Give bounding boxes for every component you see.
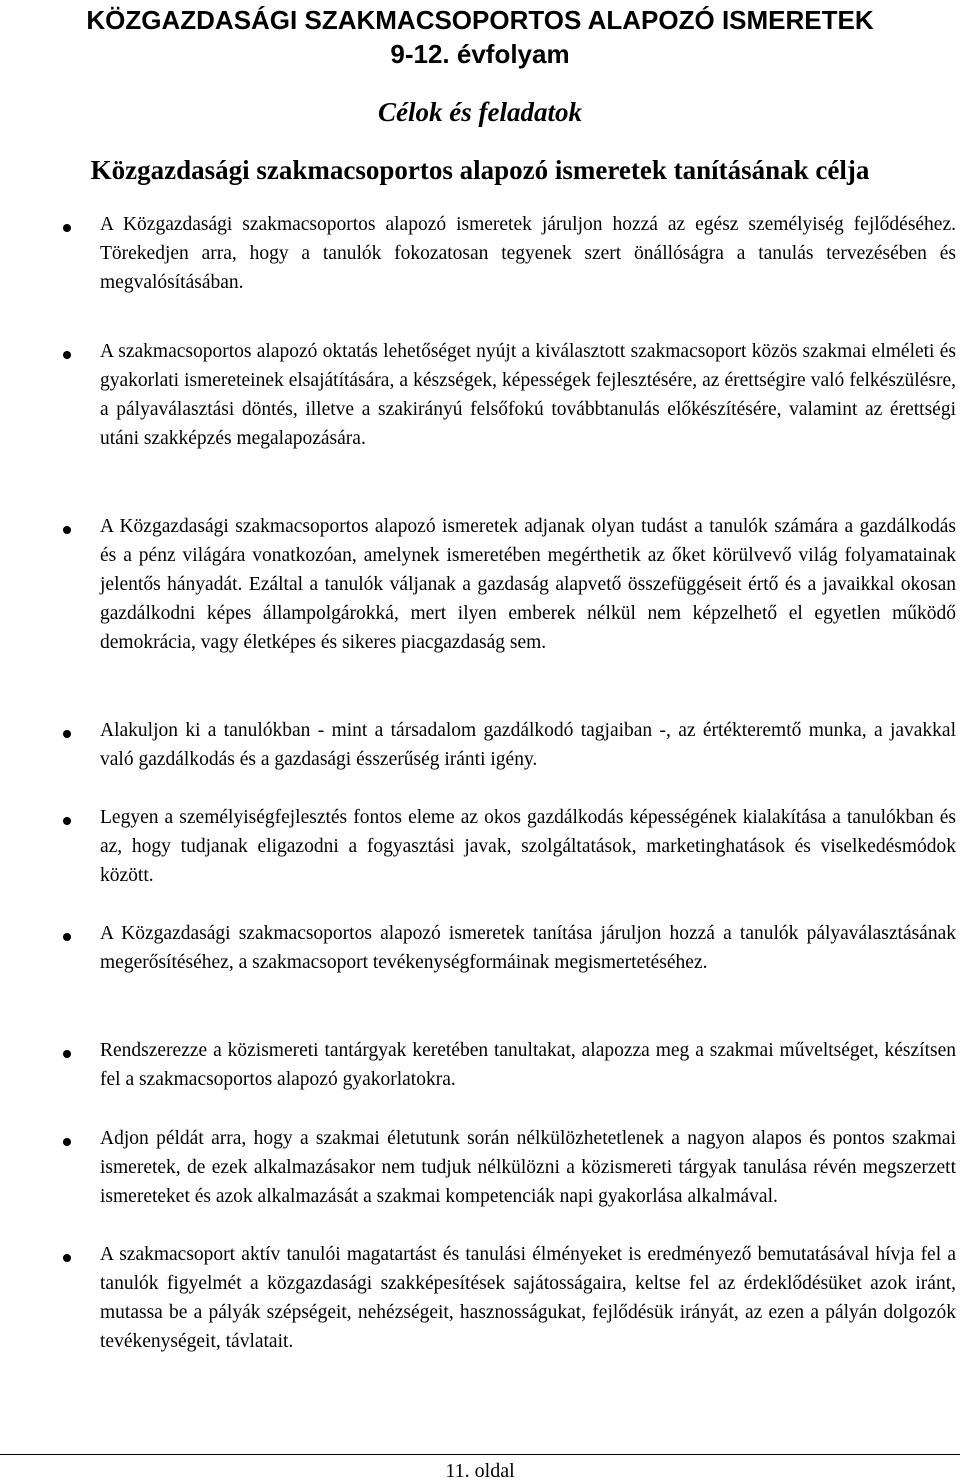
bullet-text-3: A Közgazdasági szakmacsoportos alapozó ismeretek adjanak olyan tudást a tanulók számára a gazdálkodás és a pénz világára vonatkozóan, amelynek ismeretében megérthetik az őket körülvevő világ folyamatainak jelentős hányadát. Ezáltal a tanulók váljanak a gazdaság alapvető összefüggéseit értő és a javaikkal okosan gazdálkodni képes állampolgárokká, mert ilyen emberek nélkül nem képzelhető el egyetlen működő demokrácia, vagy életképes és sikeres piacgazdaság sem. bbox=[100, 516, 956, 653]
bullet-text-5: Legyen a személyiségfejlesztés fontos eleme az okos gazdálkodás képességének kialakítása a tanulókban és az, hogy tudjanak eligazodni a fogyasztási javak, szolgáltatások, marketinghatások és viselkedésmódok között. bbox=[100, 807, 956, 886]
bullet-dot-icon bbox=[63, 1050, 71, 1058]
bullet-text-1: A Közgazdasági szakmacsoportos alapozó ismeretek járuljon hozzá az egész személyiség fejlődéséhez. Törekedjen arra, hogy a tanulók fokozatosan tegyenek szert önállóságra a tanulás tervezésében és megvalósításában. bbox=[100, 214, 956, 293]
bullet-text-4: Alakuljon ki a tanulókban - mint a társadalom gazdálkodó tagjaiban -, az értékteremtő munka, a javakkal való gazdálkodás és a gazdasági ésszerűség iránti igény. bbox=[100, 720, 956, 770]
page-number: 11. oldal bbox=[445, 1460, 515, 1482]
bullet-dot-icon bbox=[63, 224, 71, 232]
bullet-text-9: A szakmacsoport aktív tanulói magatartást és tanulási élményeket is eredményező bemutatásával hívja fel a tanulók figyelmét a közgazdasági szakképesítések sajátosságaira, keltse fel az érdeklődésüket azok iránt, mutassa be a pályák szépségeit, nehézségeit, hasznosságukat, fejlődésük irányát, az ezen a pályán dolgozók tevékenységeit, távlatait. bbox=[100, 1244, 956, 1352]
bullet-text-8: Adjon példát arra, hogy a szakmai életutunk során nélkülözhetetlenek a nagyon alapos és pontos szakmai ismeretek, de ezek alkalmazásakor nem tudjuk nélkülözni a közismereti tárgyak tanulása révén megszerzett ismereteket és azok alkalmazását a szakmai kompetenciák napi gyakorlása alkalmával. bbox=[100, 1128, 956, 1207]
footer-divider bbox=[0, 1454, 960, 1455]
document-title-line-1: KÖZGAZDASÁGI SZAKMACSOPORTOS ALAPOZÓ ISMERETEK bbox=[86, 5, 874, 35]
bullet-text-7: Rendszerezze a közismereti tantárgyak keretében tanultakat, alapozza meg a szakmai műveltséget, készítsen fel a szakmacsoportos alapozó gyakorlatokra. bbox=[100, 1040, 956, 1090]
bullet-text-6: A Közgazdasági szakmacsoportos alapozó ismeretek tanítása járuljon hozzá a tanulók pályaválasztásának megerősítéséhez, a szakmacsoport tevékenységformáinak megismertetéséhez. bbox=[100, 923, 956, 973]
document-subtitle: Célok és feladatok bbox=[378, 97, 582, 127]
bullet-dot-icon bbox=[63, 933, 71, 941]
bullet-dot-icon bbox=[63, 730, 71, 738]
bullet-text-2: A szakmacsoportos alapozó oktatás lehetőséget nyújt a kiválasztott szakmacsoport közös szakmai elméleti és gyakorlati ismereteinek elsajátítására, a készségek, képességek fejlesztésére, az érettségire való felkészülésre, a pályaválasztási döntés, illetve a szakirányú felsőfokú továbbtanulás előkészítésére, valamint az érettségi utáni szakképzés megalapozására. bbox=[100, 341, 956, 449]
bullet-dot-icon bbox=[63, 351, 71, 359]
section-heading: Közgazdasági szakmacsoportos alapozó ismeretek tanításának célja bbox=[90, 155, 870, 185]
bullet-dot-icon bbox=[63, 1138, 71, 1146]
document-title-line-2: 9-12. évfolyam bbox=[390, 39, 570, 69]
bullet-dot-icon bbox=[63, 1254, 71, 1262]
bullet-dot-icon bbox=[63, 817, 71, 825]
bullet-dot-icon bbox=[63, 526, 71, 534]
